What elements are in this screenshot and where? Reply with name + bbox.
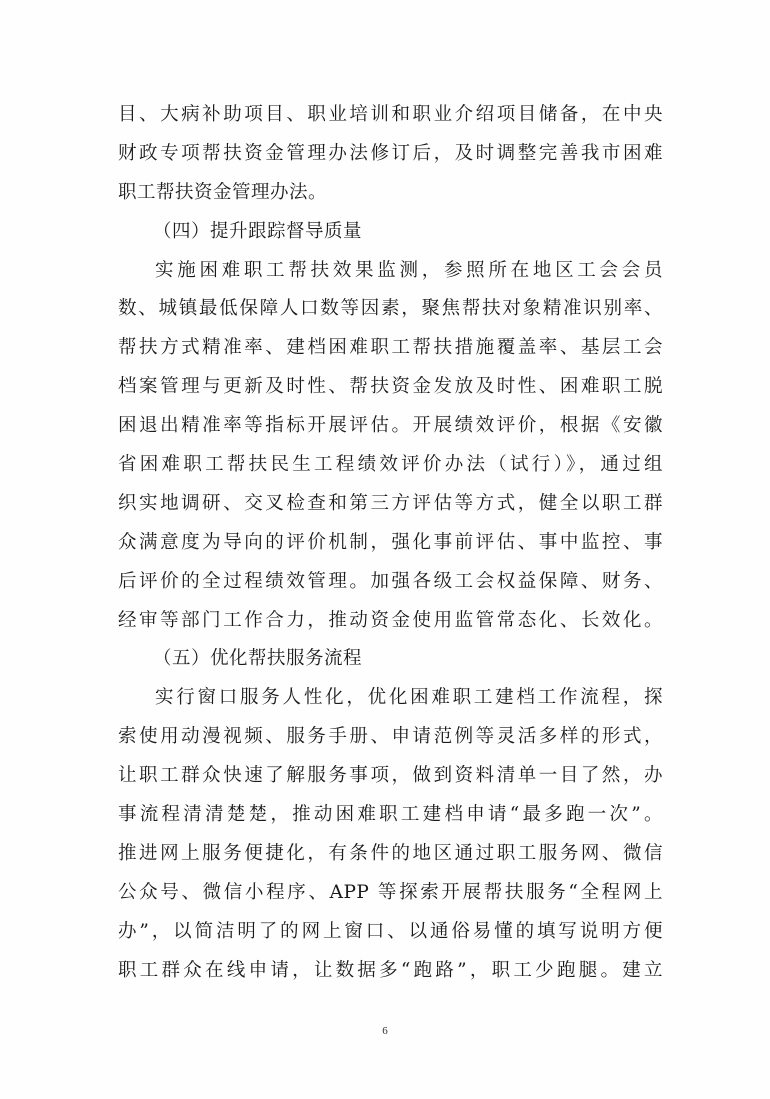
text-line: 织实地调研、交叉检查和第三方评估等方式，健全以职工群 — [118, 492, 663, 514]
text-line: 帮扶方式精准率、建档困难职工帮扶措施覆盖率、基层工会 — [118, 337, 663, 359]
paragraph-service-process — [118, 679, 663, 990]
text-line: 职工群众在线申请，让数据多“跑路”，职工少跑腿。建立 — [118, 959, 663, 981]
text-line: 索使用动漫视频、服务手册、申请范例等灵活多样的形式， — [118, 726, 663, 748]
text-line: 财政专项帮扶资金管理办法修订后，及时调整完善我市困难 — [118, 142, 663, 164]
text-line: 实施困难职工帮扶效果监测，参照所在地区工会会员 — [155, 259, 663, 281]
paragraph-supervision — [118, 252, 663, 641]
document-body — [118, 96, 663, 990]
text-line: 职工帮扶资金管理办法。 — [118, 181, 328, 203]
text-line: 省困难职工帮扶民生工程绩效评价办法（试行）》，通过组 — [118, 454, 663, 476]
text-line: 经审等部门工作合力，推动资金使用监管常态化、长效化。 — [118, 609, 663, 631]
text-line: 档案管理与更新及时性、帮扶资金发放及时性、困难职工脱 — [118, 376, 663, 398]
text-line: 目、大病补助项目、职业培训和职业介绍项目储备，在中央 — [118, 104, 663, 125]
text-line: 推进网上服务便捷化，有条件的地区通过职工服务网、微信 — [118, 842, 663, 864]
text-line: 公众号、微信小程序、APP 等探索开展帮扶服务“全程网上 — [118, 881, 663, 903]
text-line: 事流程清清楚楚，推动困难职工建档申请“最多跑一次”。 — [118, 804, 663, 826]
text-line: 实行窗口服务人性化，优化困难职工建档工作流程，探 — [155, 687, 663, 709]
text-line: 困退出精准率等指标开展评估。开展绩效评价，根据《安徽 — [118, 415, 663, 437]
text-line: 数、城镇最低保障人口数等因素，聚焦帮扶对象精准识别率、 — [118, 298, 663, 320]
section-heading-4: （四）提升跟踪督导质量 — [153, 220, 363, 242]
paragraph-continuation — [118, 96, 663, 213]
text-line: 后评价的全过程绩效管理。加强各级工会权益保障、财务、 — [118, 570, 663, 592]
section-heading-5: （五）优化帮扶服务流程 — [153, 648, 363, 670]
text-line: 办”，以简洁明了的网上窗口、以通俗易懂的填写说明方便 — [118, 920, 663, 942]
text-line: 众满意度为导向的评价机制，强化事前评估、事中监控、事 — [118, 531, 663, 553]
text-line: 让职工群众快速了解服务事项，做到资料清单一目了然，办 — [118, 765, 663, 787]
page-number: 6 — [382, 1025, 388, 1037]
